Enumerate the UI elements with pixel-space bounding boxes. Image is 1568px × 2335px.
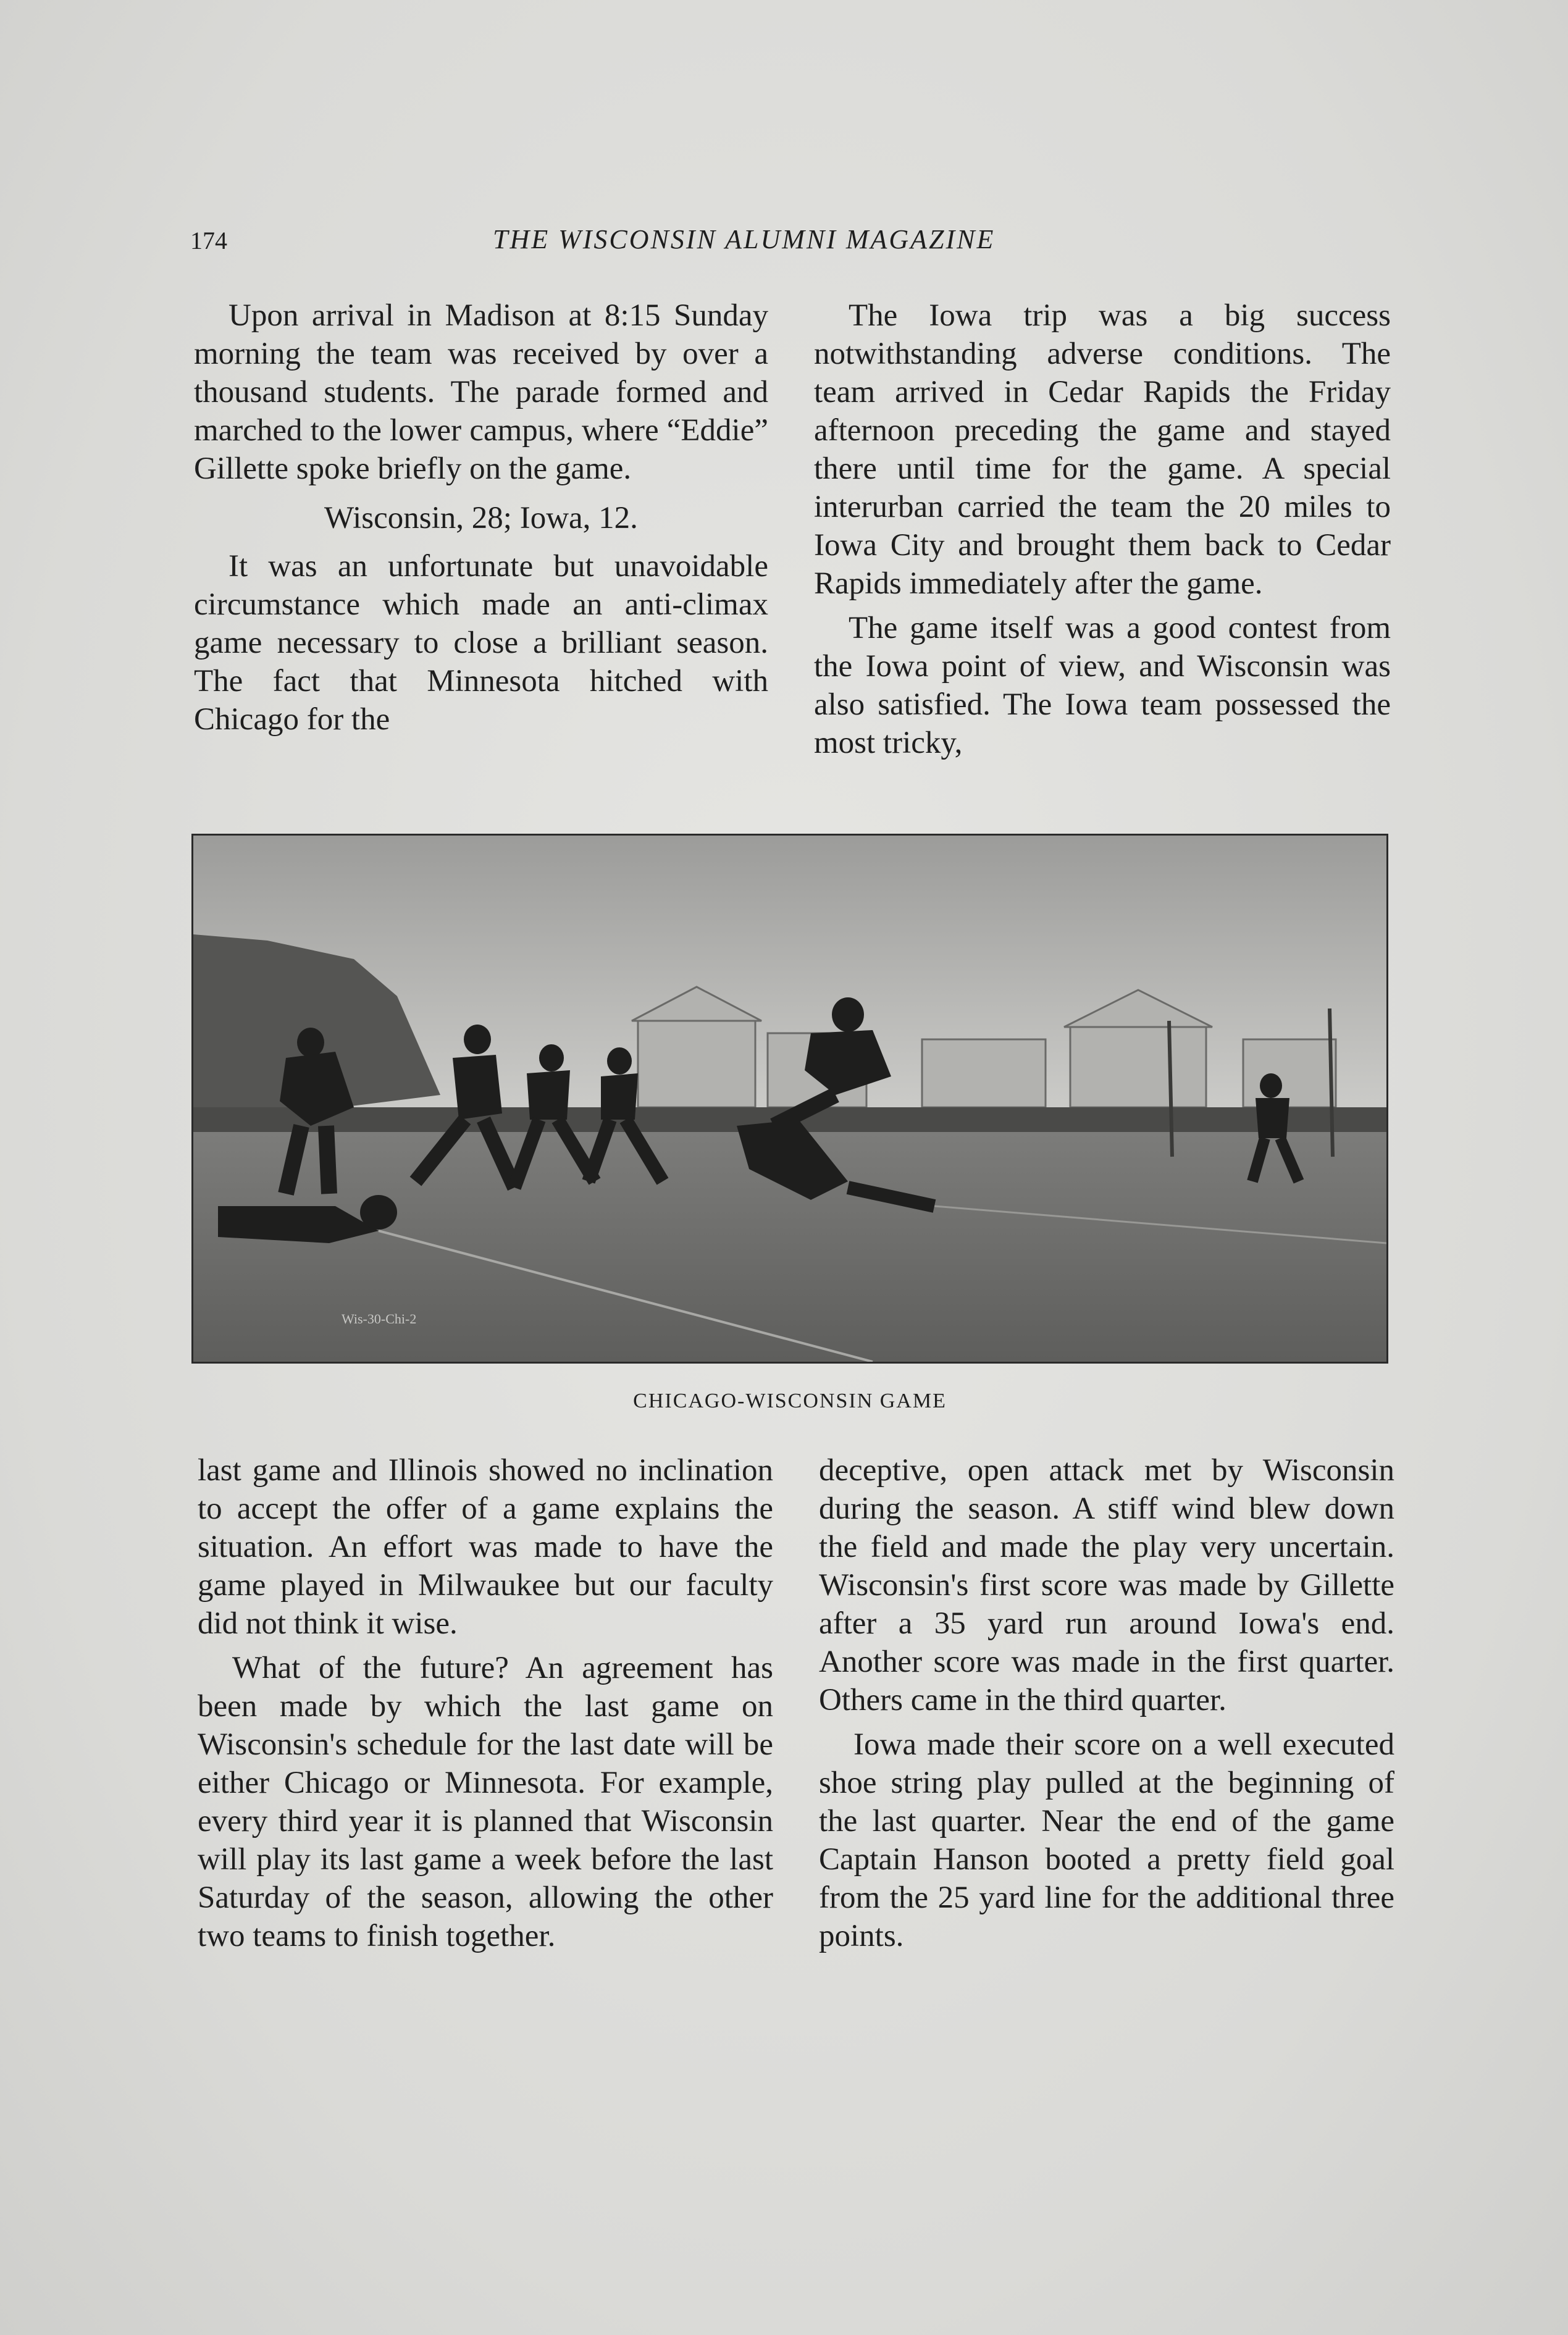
lower-left-column bbox=[198, 1451, 773, 1961]
running-title: THE WISCONSIN ALUMNI MAGAZINE bbox=[493, 224, 996, 254]
score-line: Wisconsin, 28; Iowa, 12. bbox=[324, 501, 638, 535]
paragraph: last game and Illinois showed no inclination to accept the offer of a game explains the situation. An effort was made to have the game played in Milwaukee but our faculty did not think it wise. bbox=[198, 1453, 773, 1641]
paragraph: The game itself was a good contest from the Iowa point of view, and Wisconsin was also satisfied. The Iowa team possessed the most tricky, bbox=[814, 611, 1391, 760]
page-number: 174 bbox=[190, 227, 227, 254]
paragraph: What of the future? An agreement has been made by which the last game on Wisconsin's schedule for the last date will be either Chicago or Minnesota. For example, every third year it is planned that Wisconsin will play its last game a week before the last Saturday of the season, allowing the other two teams to finish together. bbox=[198, 1651, 773, 1953]
lower-right-column bbox=[819, 1451, 1394, 1961]
paragraph: Upon arrival in Madison at 8:15 Sunday morning the team was received by over a thousand students. The parade formed and marched to the lower campus, where “Eddie” Gillette spoke briefly on the game. bbox=[194, 298, 768, 486]
upper-left-column bbox=[194, 296, 768, 745]
page-header bbox=[190, 221, 1394, 264]
football-game-photo bbox=[191, 834, 1388, 1364]
upper-right-column bbox=[814, 296, 1391, 768]
paragraph: It was an unfortunate but unavoidable circumstance which made an anti-climax game necessary to close a brilliant season. The fact that Minnesota hitched with Chicago for the bbox=[194, 549, 768, 737]
paragraph: The Iowa trip was a big success notwithstanding adverse conditions. The team arrived in Cedar Rapids the Friday afternoon preceding the game and stayed there until time for the game. A special interurban carried the team the 20 miles to Iowa City and brought them back to Cedar Rapids immediately after the game. bbox=[814, 298, 1391, 601]
photo-caption: CHICAGO-WISCONSIN GAME bbox=[633, 1390, 947, 1412]
photo-inscription: Wis-30-Chi-2 bbox=[342, 1311, 417, 1327]
paragraph: deceptive, open attack met by Wisconsin during the season. A stiff wind blew down the field and made the play very uncertain. Wisconsin's first score was made by Gillette after a 35 yard run around Iowa's end. Another score was made in the first quarter. Others came in the third quarter. bbox=[819, 1453, 1394, 1717]
paragraph: Iowa made their score on a well executed shoe string play pulled at the beginning of the last quarter. Near the end of the game Captain Hanson booted a pretty field goal from the 25 yard line for the additional three points. bbox=[819, 1727, 1394, 1953]
photo-illustration bbox=[193, 836, 1386, 1362]
